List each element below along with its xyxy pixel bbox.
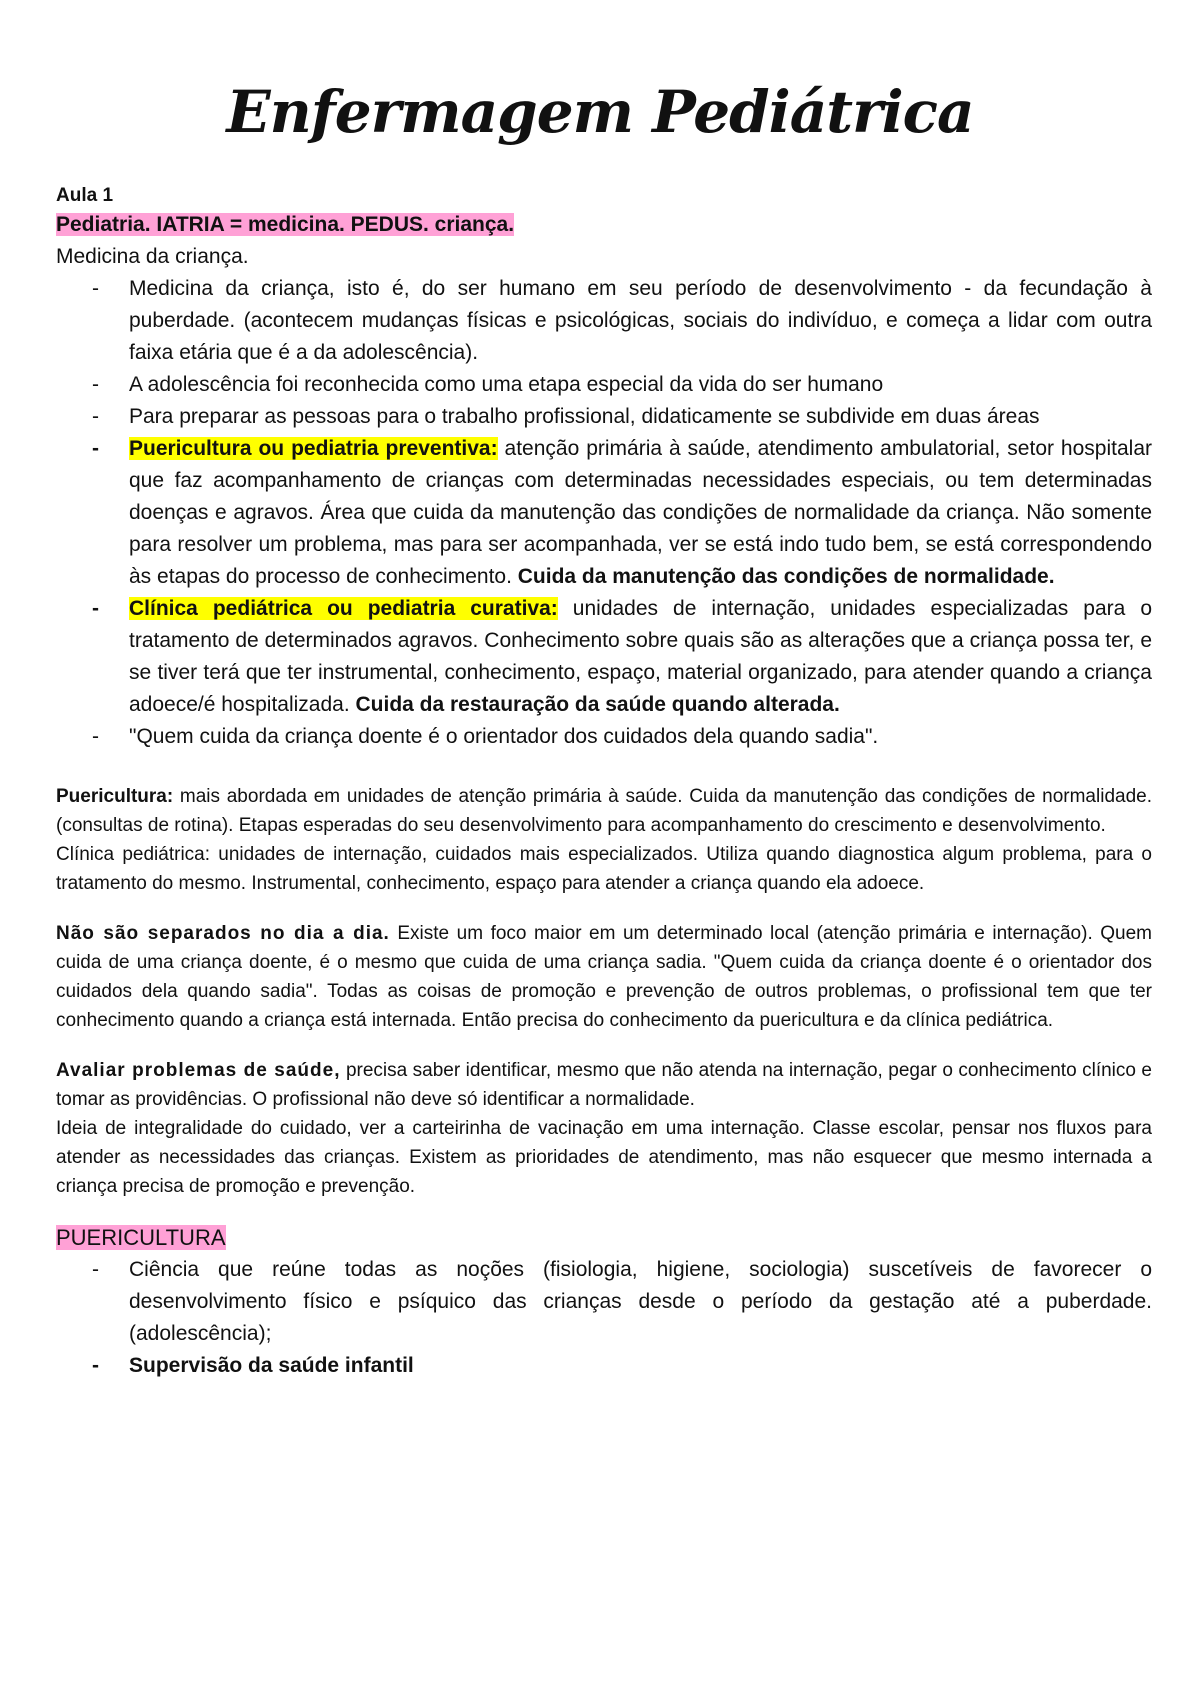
- paragraph-integralidade: Ideia de integralidade do cuidado, ver a carteirinha de vacinação em uma internação. Classe escolar, pensar nos fluxos para atender as necessidades das crianças. Existem as prioridades de atendimento, mas não esquecer que mesmo internada a criança precisa de promoção e prevenção.: [56, 1118, 1152, 1197]
- paragraph-avaliar: Avaliar problemas de saúde, precisa saber identificar, mesmo que não atenda na internação, pegar o conhecimento clínico e tomar as providências. O profissional não deve só identificar a normalidade.: [56, 1060, 1152, 1110]
- puericultura-bullet-list: [56, 1254, 1152, 1382]
- main-bullet-list: [56, 273, 1152, 753]
- puericultura-label: Puericultura ou pediatria preventiva:: [129, 437, 498, 460]
- section-heading: PUERICULTURA: [56, 1225, 226, 1250]
- list-item: - A adolescência foi reconhecida como uma etapa especial da vida do ser humano: [56, 369, 1152, 401]
- document-title: Enfermagem Pediátrica: [226, 78, 974, 146]
- lesson-heading: Aula 1: [56, 185, 114, 206]
- definition-highlight: Pediatria. IATRIA = medicina. PEDUS. criança.: [56, 213, 515, 236]
- dash-bullet: -: [92, 373, 99, 396]
- dash-bullet: -: [92, 277, 99, 300]
- dash-bullet: -: [92, 597, 99, 620]
- dash-bullet: -: [92, 437, 99, 460]
- list-item: - "Quem cuida da criança doente é o orientador dos cuidados dela quando sadia".: [56, 721, 1152, 753]
- paragraph-nao-separados: Não são separados no dia a dia. Existe um foco maior em um determinado local (atenção primária e internação). Quem cuida de uma criança doente, é o mesmo que cuida de uma criança sadia. "Quem cuida da criança doente é o orientador dos cuidados dela quando sadia". Todas as coisas de promoção e prevenção de outros problemas, o profissional tem que ter conhecimento quando a criança está internada. Então precisa do conhecimento da puericultura e da clínica pediátrica.: [56, 923, 1152, 1031]
- list-item-puericultura: - Puericultura ou pediatria preventiva: atenção primária à saúde, atendimento ambulatorial, setor hospitalar que faz acompanhamento de crianças com determinadas necessidades especiais, ou tem determinadas doenças e agravos. Área que cuida da manutenção das condições de normalidade da criança. Não somente para resolver um problema, mas para ser acompanhada, ver se está indo tudo bem, se está correspondendo às etapas do processo de conhecimento. Cuida da manutenção das condições de normalidade.: [56, 433, 1152, 593]
- list-item: - Para preparar as pessoas para o trabalho profissional, didaticamente se subdivide em duas áreas: [56, 401, 1152, 433]
- list-item: - Medicina da criança, isto é, do ser humano em seu período de desenvolvimento - da fecundação à puberdade. (acontecem mudanças físicas e psicológicas, sociais do indivíduo, e começa a lidar com outra faixa etária que é a da adolescência).: [56, 273, 1152, 369]
- dash-bullet: -: [92, 1354, 99, 1377]
- list-item-clinica: - Clínica pediátrica ou pediatria curativa: unidades de internação, unidades especializadas para o tratamento de determinados agravos. Conhecimento sobre quais são as alterações que a criança possa ter, e se tiver terá que ter instrumental, conhecimento, espaço, material organizado, para atender quando a criança adoece/é hospitalizada. Cuida da restauração da saúde quando alterada.: [56, 593, 1152, 721]
- paragraph-puericultura: Puericultura: mais abordada em unidades de atenção primária à saúde. Cuida da manutenção das condições de normalidade. (consultas de rotina). Etapas esperadas do seu desenvolvimento para acompanhamento do crescimento e desenvolvimento.: [56, 786, 1152, 836]
- dash-bullet: -: [92, 725, 99, 748]
- dash-bullet: -: [92, 1258, 99, 1281]
- clinica-label: Clínica pediátrica ou pediatria curativa:: [129, 597, 558, 620]
- definition-line: [56, 209, 1152, 241]
- list-item: - Ciência que reúne todas as noções (fisiologia, higiene, sociologia) suscetíveis de favorecer o desenvolvimento físico e psíquico das crianças desde o período da gestação até a puberdade. (adolescência);: [56, 1254, 1152, 1350]
- paragraph-clinica: Clínica pediátrica: unidades de internação, cuidados mais especializados. Utiliza quando diagnostica algum problema, para o tratamento do mesmo. Instrumental, conhecimento, espaço para atender a criança quando ela adoece.: [56, 844, 1152, 894]
- list-item: - Supervisão da saúde infantil: [56, 1350, 1152, 1382]
- dash-bullet: -: [92, 405, 99, 428]
- subtitle-line: Medicina da criança.: [56, 245, 249, 268]
- document-body: [56, 183, 1152, 1382]
